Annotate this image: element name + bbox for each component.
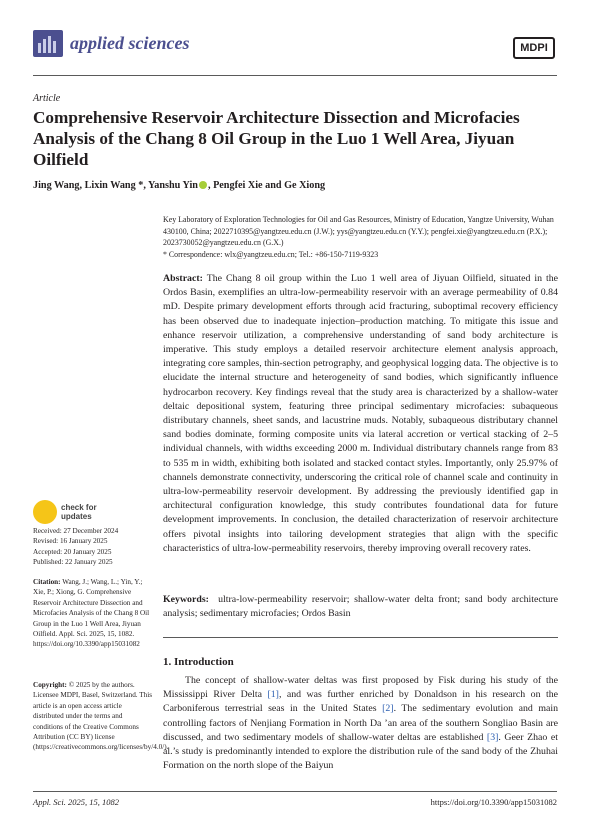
affiliation-block <box>163 214 558 260</box>
affiliation-text: Key Laboratory of Exploration Technologies for Oil and Gas Resources, Ministry of Education, Yangtze University, Wuhan 430100, China; 2022710395@yangtzeu.edu.cn (J.W.); yys@yangtzeu.edu.cn (Y.Y.); pengfei.xie@yangtzeu.edu.cn (P.X.); 2023730052@yangtzeu.edu.cn (G.X.) <box>163 215 554 248</box>
keywords-label: Keywords: <box>163 594 209 605</box>
date-revised: Revised: 16 January 2025 <box>33 537 108 546</box>
ref-link-3[interactable]: [3] <box>486 731 499 743</box>
authors-part1[interactable]: Jing Wang, Lixin Wang *, Yanshu Yin <box>33 180 198 191</box>
article-type: Article <box>33 93 61 104</box>
author-list <box>33 180 325 191</box>
date-received: Received: 27 December 2024 <box>33 527 119 535</box>
journal-logo <box>33 30 63 57</box>
keywords-text: ultra-low-permeability reservoir; shallow-water delta front; sand body architecture analysis; sedimentary microfacies; Ordos Basin <box>163 594 559 620</box>
abstract-label: Abstract: <box>163 273 203 284</box>
header-divider <box>33 75 557 76</box>
intro-text-1: The concept of shallow-water deltas was first proposed by Fisk during his study of the Mississippi River Delta <box>163 675 558 701</box>
correspondence-text: * Correspondence: wlx@yangtzeu.edu.cn; Tel.: +86-150-7119-9323 <box>163 249 379 259</box>
check-updates-line2: updates <box>61 512 92 521</box>
ref-link-1[interactable]: [1] <box>267 689 279 701</box>
abstract-text: The Chang 8 oil group within the Luo 1 well area of Jiyuan Oilfield, situated in the Ordos Basin, exemplifies an ultra-low-permeability reservoir with an average permeability of 0.84 mD. Despite primary development efforts through acid fracturing, suboptimal recovery efficiency has been observed due to inadequate injection–production matching. To mitigate this issue and enhance reservoir utilization, a comprehensive understanding of sand body architecture is imperative. This study employs a detailed reservoir architecture element analysis approach, integrating core samples, thin-section petrography, and geophysical logging data. The objective is to elucidate the internal structure and heterogeneity of sand bodies, which significantly influence hydrocarbon recovery. Key findings reveal that the study area is characterized by a shallow-water deltaic depositional system, featuring three principal sedimentary microfacies: subaqueous distributary channels, sheet sands, and lacustrine muds. Notably, subaqueous distributary channel sand bodies dominate, forming composite units via lateral accretion or vertical stacking of 2–5 individual channels, with widths exceeding 2000 m. Individual distributary channels range from 83 to 535 m in width, exhibiting both isolated and stacked contact styles. Importantly, only 25.97% of channels demonstrate connectivity, underscoring the critical role of channel scale and continuity in ultra-low-permeability reservoir development. By addressing the previously identified gap in architectural configuration knowledge, this study contributes foundational data for future development improvements. In conclusion, the detailed characterization of reservoir architecture offers pivotal insights into tailoring development strategies that align with the specific characteristics of ultra-low-permeability reservoirs, thereby improving overall recovery rates. <box>163 273 558 554</box>
dates-block <box>33 526 153 568</box>
intro-text-4: . Geer Zhao et al.’s study is predominantly intended to explore the distribution rule of the sand body of the Zhuhai Formation on the north slope of the Baiyun <box>163 731 558 772</box>
date-published: Published: 22 January 2025 <box>33 558 113 567</box>
citation-text[interactable]: Wang, J.; Wang, L.; Yin, Y.; Xie, P.; Xiong, G. Comprehensive Reservoir Architecture Dissection and Microfacies Analysis of the Chang 8 Oil Group in the Luo 1 Well Area, Jiyuan Oilfield. Appl. Sci. 2025, 15, 1082. https://doi.org/10.3390/app15031082 <box>33 578 150 649</box>
article-title: Comprehensive Reservoir Architecture Dissection and Microfacies Analysis of the Chang 8 Oil Group in the Luo 1 Well Area, Jiyuan Oilfield <box>33 108 520 169</box>
copyright-block <box>33 680 169 753</box>
footer-citation: Appl. Sci. 2025, 15, 1082 <box>33 797 119 807</box>
check-updates-line1: check for <box>61 503 97 512</box>
intro-text-2: , and was further enriched by Donaldson in his research on the Carboniferous terrestrial seas in the United States <box>163 689 558 715</box>
section-divider <box>163 637 558 638</box>
section-heading: 1. Introduction <box>163 656 234 668</box>
check-updates-icon[interactable] <box>33 500 57 524</box>
copyright-text: © 2025 by the authors. Licensee MDPI, Basel, Switzerland. This article is an open access article distributed under the terms and conditions of the Creative Commons Attribution (CC BY) license (https://creativecommons.org/licenses/by/4.0/). <box>33 681 169 752</box>
publisher-logo[interactable]: MDPI <box>513 37 555 59</box>
ref-link-2[interactable]: [2] <box>382 703 394 715</box>
journal-name[interactable]: applied sciences <box>70 33 190 53</box>
intro-text-3: . The sedimentary evolution and main controlling factors of Nenjiang Formation in North Da ’an area of the southern Songliao Basin are discussed, and two sedimentary models of shallow-water deltas are established <box>163 703 558 743</box>
date-accepted: Accepted: 20 January 2025 <box>33 547 112 556</box>
check-updates-label[interactable] <box>61 503 97 521</box>
orcid-icon[interactable] <box>199 181 207 189</box>
copyright-label: Copyright: <box>33 681 67 689</box>
footer-divider <box>33 791 557 792</box>
abstract <box>163 272 558 556</box>
footer-doi[interactable]: https://doi.org/10.3390/app15031082 <box>430 797 557 807</box>
keywords <box>163 593 558 621</box>
citation-block <box>33 577 153 650</box>
intro-paragraph <box>163 674 558 773</box>
citation-label: Citation: <box>33 578 61 586</box>
authors-part2[interactable]: , Pengfei Xie and Ge Xiong <box>207 180 326 191</box>
